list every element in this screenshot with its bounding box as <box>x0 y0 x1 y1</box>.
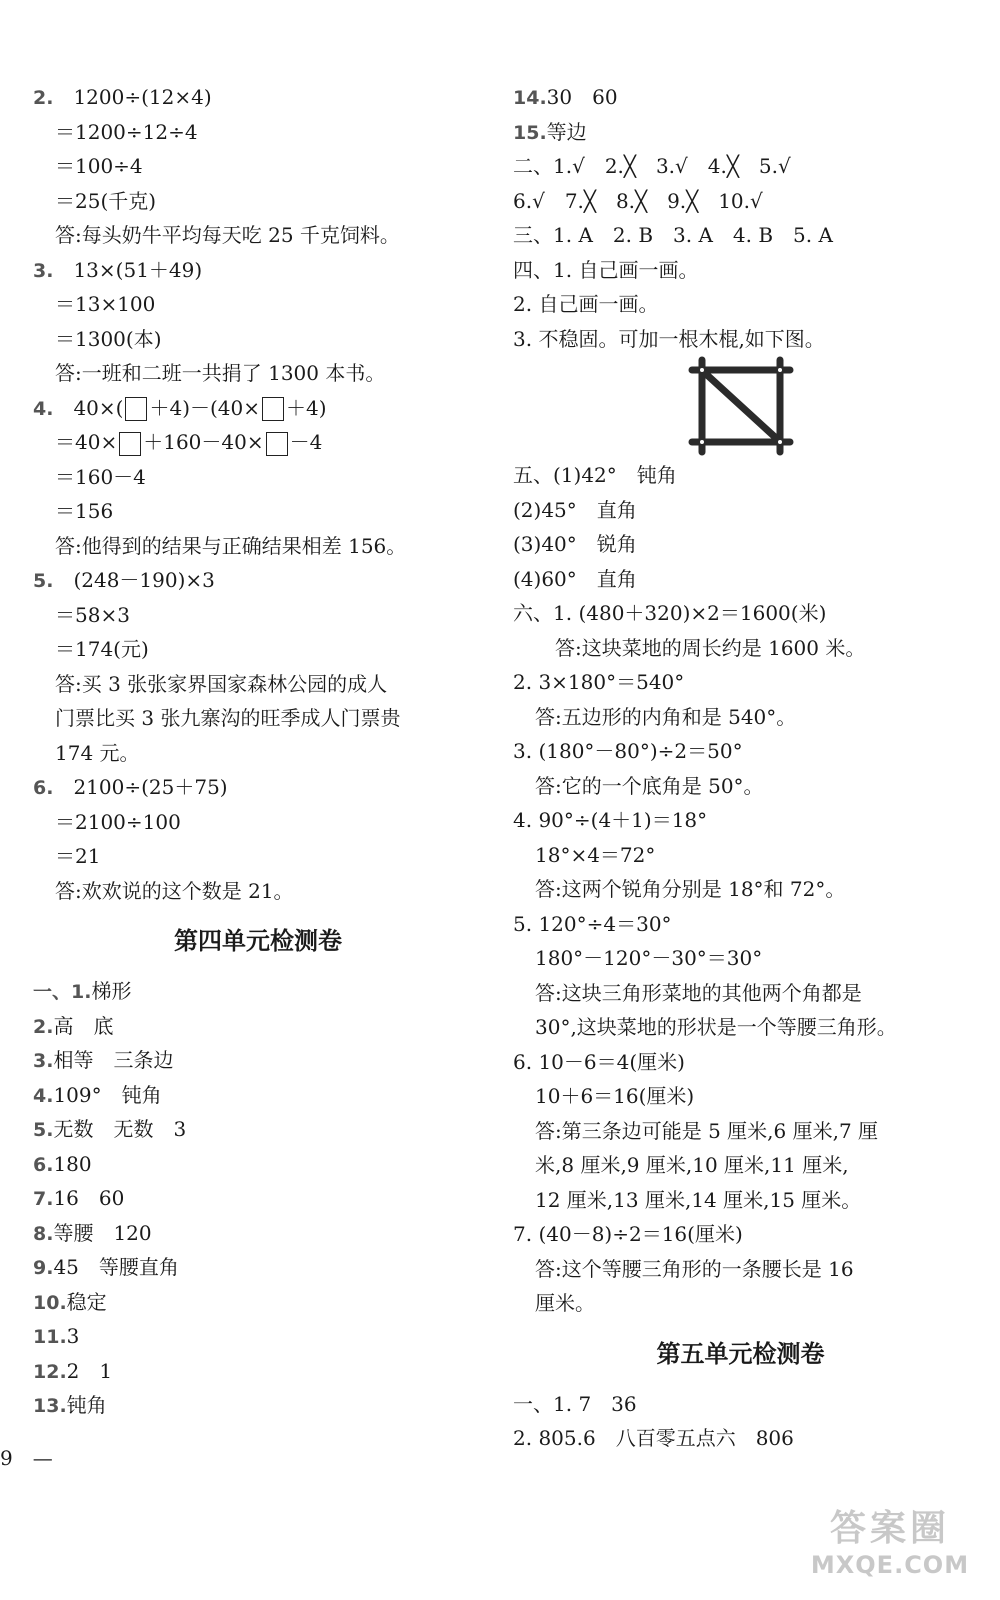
blank-box <box>119 432 141 456</box>
true-false-row2: 6.√ 7.╳ 8.╳ 9.╳ 10.√ <box>513 188 763 213</box>
q3-line2: ＝13×100 <box>55 292 156 316</box>
unit4-item: 4.109° 钝角 <box>33 1082 162 1107</box>
q2-answer: 答:每头奶牛平均每天吃 25 千克饲料。 <box>55 223 400 247</box>
q6-line1: 6. 2100÷(25＋75) <box>33 775 228 799</box>
q2-line2: ＝1200÷12÷4 <box>55 119 198 144</box>
unit4-item: 8.等腰 120 <box>33 1220 152 1245</box>
problem-7: 7. (40－8)÷2＝16(厘米) <box>513 1222 743 1246</box>
problem-7-answer-line2: 厘米。 <box>535 1291 595 1315</box>
problem-1-answer: 答:这块菜地的周长约是 1600 米。 <box>555 635 866 660</box>
drawing-item-1: 四、1. 自己画一画。 <box>513 257 699 282</box>
blank-box <box>125 397 147 421</box>
blank-box <box>266 432 288 456</box>
unit4-title: 第四单元检测卷 <box>174 927 342 955</box>
angle-item-3: (3)40° 锐角 <box>513 532 637 556</box>
braced-frame-diagram <box>686 356 796 456</box>
q6-line3: ＝21 <box>55 844 101 868</box>
q5-answer-line2: 门票比买 3 张九寨沟的旺季成人门票贵 <box>55 706 401 730</box>
problem-4-line2: 18°×4＝72° <box>535 842 656 867</box>
problem-6-answer-line3: 12 厘米,13 厘米,14 厘米,15 厘米。 <box>535 1187 862 1212</box>
problem-6: 6. 10－6＝4(厘米) <box>513 1049 685 1074</box>
q4-line1: 4. 40×( ＋4)－(40× ＋4) <box>33 395 327 420</box>
right-column <box>513 80 968 1456</box>
q5-line1: 5. (248－190)×3 <box>33 568 215 592</box>
unit4-item: 5.无数 无数 3 <box>33 1117 187 1141</box>
q2-line4: ＝25(千克) <box>55 188 157 213</box>
wooden-frame-figure <box>513 356 968 458</box>
item-15: 15.等边 <box>513 119 587 144</box>
blank-box <box>262 397 284 421</box>
problem-3: 3. (180°－80°)÷2＝50° <box>513 739 743 763</box>
unit4-item: 12.2 1 <box>33 1358 113 1383</box>
problem-4-answer: 答:这两个锐角分别是 18°和 72°。 <box>535 877 846 901</box>
unit4-item: 13.钝角 <box>33 1393 107 1417</box>
angle-item-4: (4)60° 直角 <box>513 566 637 591</box>
watermark-logo-text: 答案圈 <box>829 1508 950 1549</box>
q2-line1: 2. 1200÷(12×4) <box>33 85 212 109</box>
true-false-row1: 二、1.√ 2.╳ 3.√ 4.╳ 5.√ <box>513 154 791 178</box>
unit4-item: 10.稳定 <box>33 1289 107 1314</box>
q5-line3: ＝174(元) <box>55 637 149 661</box>
angle-item-2: (2)45° 直角 <box>513 497 637 522</box>
problem-6-line2: 10＋6＝16(厘米) <box>535 1084 695 1108</box>
q5-answer-line1: 答:买 3 张张家界国家森林公园的成人 <box>55 671 388 696</box>
q4-line4: ＝156 <box>55 499 114 523</box>
problem-4: 4. 90°÷(4＋1)＝18° <box>513 808 708 832</box>
problem-5-answer-line2: 30°,这块菜地的形状是一个等腰三角形。 <box>535 1015 897 1039</box>
q3-line3: ＝1300(本) <box>55 326 162 351</box>
q6-answer: 答:欢欢说的这个数是 21。 <box>55 878 294 903</box>
q5-answer-line3: 174 元。 <box>55 740 140 765</box>
left-column <box>33 80 483 1423</box>
problem-5-answer-line1: 答:这块三角形菜地的其他两个角都是 <box>535 980 862 1005</box>
q2-line3: ＝100÷4 <box>55 154 143 178</box>
multiple-choice-row: 三、1. A 2. B 3. A 4. B 5. A <box>513 223 833 247</box>
unit5-item-1: 一、1. 7 36 <box>513 1391 637 1416</box>
problem-6-answer-line2: 米,8 厘米,9 厘米,10 厘米,11 厘米, <box>535 1153 849 1177</box>
q4-line3: ＝160－4 <box>55 464 146 489</box>
watermark-url: MXQE.COM <box>810 1551 970 1579</box>
q3-line1: 3. 13×(51＋49) <box>33 257 203 282</box>
problem-2: 2. 3×180°＝540° <box>513 670 685 694</box>
drawing-item-3: 3. 不稳固。可加一根木棍,如下图。 <box>513 326 825 351</box>
q4-line2: ＝40× ＋160－40× －4 <box>55 430 323 454</box>
problem-5: 5. 120°÷4＝30° <box>513 911 672 936</box>
unit4-item: 一、1.梯形 <box>33 979 132 1003</box>
site-watermark <box>810 1500 970 1579</box>
angle-item-1: 五、(1)42° 钝角 <box>513 463 677 487</box>
problem-7-answer-line1: 答:这个等腰三角形的一条腰长是 16 <box>535 1256 854 1281</box>
problem-6-answer-line1: 答:第三条边可能是 5 厘米,6 厘米,7 厘 <box>535 1118 879 1143</box>
unit4-item: 6.180 <box>33 1151 92 1176</box>
q4-answer: 答:他得到的结果与正确结果相差 156。 <box>55 533 407 558</box>
unit4-item: 2.高 底 <box>33 1013 114 1038</box>
problem-1: 六、1. (480＋320)×2＝1600(米) <box>513 601 827 625</box>
q3-answer: 答:一班和二班一共捐了 1300 本书。 <box>55 361 386 385</box>
unit4-item: 11.3 <box>33 1324 80 1348</box>
q6-line2: ＝2100÷100 <box>55 809 181 834</box>
page-number: 9 — <box>0 1446 53 1470</box>
unit5-item-2: 2. 805.6 八百零五点六 806 <box>513 1426 794 1450</box>
problem-2-answer: 答:五边形的内角和是 540°。 <box>535 704 797 729</box>
unit5-title: 第五单元检测卷 <box>656 1339 825 1368</box>
drawing-item-2: 2. 自己画一画。 <box>513 292 659 316</box>
unit4-item: 7.16 60 <box>33 1186 125 1210</box>
item-14: 14.30 60 <box>513 85 618 109</box>
unit4-item: 3.相等 三条边 <box>33 1048 174 1072</box>
unit4-item: 9.45 等腰直角 <box>33 1255 179 1279</box>
problem-5-line2: 180°－120°－30°＝30° <box>535 946 763 970</box>
q5-line2: ＝58×3 <box>55 602 130 627</box>
problem-3-answer: 答:它的一个底角是 50°。 <box>535 773 764 798</box>
